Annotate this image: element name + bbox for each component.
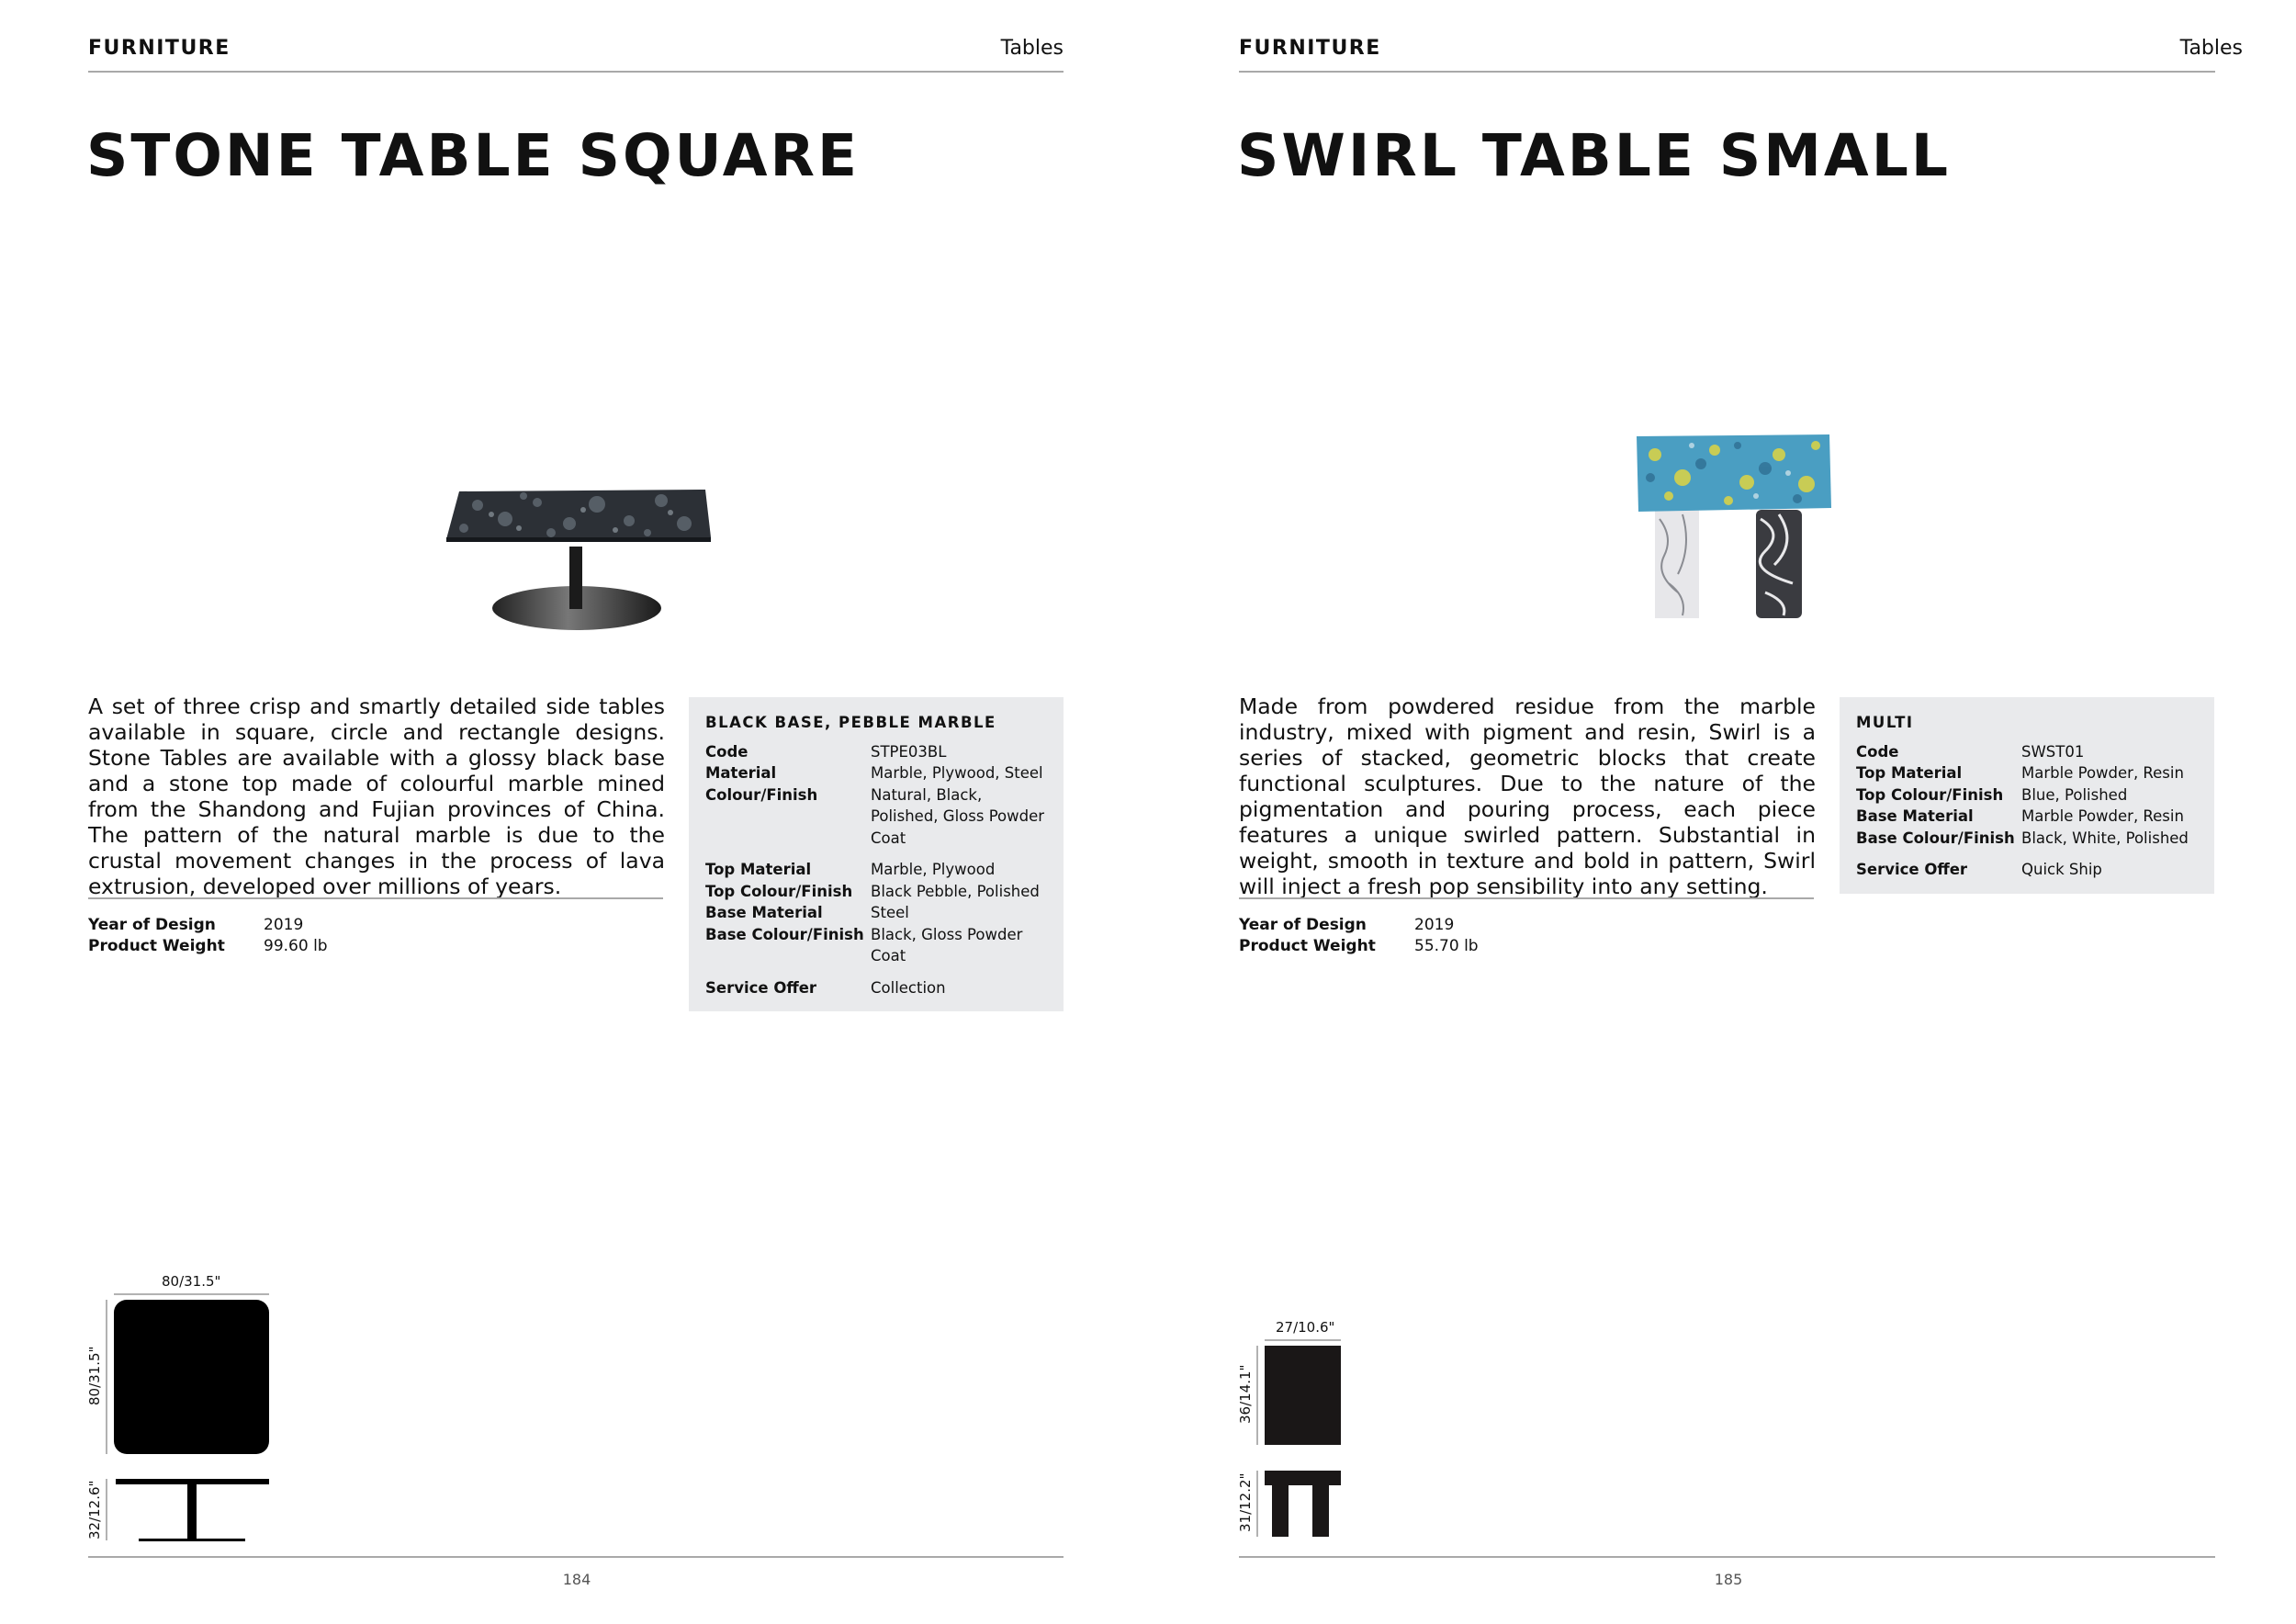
right-page bbox=[1148, 0, 2296, 1624]
dimension-top-depth: 36/14.1" bbox=[1237, 1364, 1254, 1424]
spec-row bbox=[1856, 859, 2198, 881]
spec-title: BLACK BASE, PEBBLE MARBLE bbox=[705, 714, 996, 731]
spec-row bbox=[705, 902, 1047, 924]
plan-view bbox=[1265, 1346, 1341, 1445]
spec-key: Base Material bbox=[705, 904, 823, 921]
spec-key: Code bbox=[705, 742, 748, 761]
spec-key: Service Offer bbox=[705, 978, 817, 997]
spec-value: Natural, Black, Polished, Gloss Powder Coat bbox=[871, 785, 1045, 847]
spec-key: Service Offer bbox=[1856, 861, 1968, 878]
spec-box bbox=[1840, 697, 2214, 894]
spec-value: Marble, Plywood, Steel bbox=[871, 764, 1043, 782]
spec-value: Steel bbox=[871, 904, 909, 921]
footer-rule bbox=[88, 1556, 1064, 1558]
spec-row bbox=[1856, 828, 2198, 850]
meta-key: Year of Design bbox=[88, 916, 216, 934]
spec-row bbox=[705, 881, 1047, 903]
product-meta bbox=[1239, 915, 1479, 957]
spec-key: Base Material bbox=[1856, 807, 1974, 825]
spec-key: Top Material bbox=[705, 861, 812, 878]
description-rule bbox=[1239, 897, 1814, 899]
spec-value: Marble, Plywood bbox=[871, 861, 996, 878]
spec-value: STPE03BL bbox=[871, 742, 947, 761]
elevation-top bbox=[1265, 1471, 1341, 1485]
spec-value: Blue, Polished bbox=[2021, 785, 2128, 804]
spec-row bbox=[1856, 741, 2198, 763]
dimension-top-width: 80/31.5" bbox=[162, 1273, 221, 1290]
meta-row bbox=[88, 936, 328, 957]
spec-key: Code bbox=[1856, 742, 1899, 761]
page-number: 184 bbox=[562, 1571, 591, 1588]
dimension-height: 32/12.6" bbox=[86, 1480, 103, 1539]
table-top bbox=[1637, 434, 1831, 512]
dimension-drawing bbox=[88, 1291, 281, 1548]
product-title: SWIRL TABLE SMALL bbox=[1237, 122, 1951, 189]
spec-row bbox=[705, 924, 1047, 967]
spec-row bbox=[705, 859, 1047, 881]
spec-value: Black, Gloss Powder Coat bbox=[871, 925, 1023, 964]
spec-row bbox=[705, 741, 1047, 763]
spec-row bbox=[705, 977, 1047, 999]
product-description: Made from powdered residue from the marble industry, mixed with pigment and resin, Swirl is a series of stacked, geometric blocks that create functional sculptures. Due to the nature of the pigmentation and pouring process, each piece features a unique swirled pattern. Substantial in weight, smooth in texture and bold in pattern, Swirl will inject a fresh pop sensibility into any setting. bbox=[1239, 694, 1816, 899]
section-label: Tables bbox=[1000, 37, 1064, 60]
meta-row bbox=[1239, 915, 1479, 936]
plan-view bbox=[114, 1300, 269, 1454]
spec-key: Top Colour/Finish bbox=[705, 882, 853, 900]
spec-value: Marble Powder, Resin bbox=[2021, 807, 2184, 825]
spec-key: Material bbox=[705, 764, 777, 782]
meta-key: Year of Design bbox=[1239, 916, 1367, 934]
spec-row bbox=[1856, 784, 2198, 806]
product-title: STONE TABLE SQUARE bbox=[86, 122, 861, 189]
spec-row bbox=[705, 784, 1047, 850]
meta-value: 55.70 lb bbox=[1414, 937, 1479, 955]
meta-value: 99.60 lb bbox=[264, 937, 328, 955]
category-label: FURNITURE bbox=[88, 37, 231, 60]
swirl-table-photo bbox=[1627, 427, 1839, 629]
spec-value: Black, White, Polished bbox=[2021, 829, 2189, 847]
spec-key: Base Colour/Finish bbox=[705, 925, 864, 943]
spec-title: MULTI bbox=[1856, 714, 1914, 731]
page-number: 185 bbox=[1714, 1571, 1743, 1588]
stone-table-photo bbox=[441, 482, 716, 638]
dimension-drawing bbox=[1239, 1336, 1349, 1548]
footer-rule bbox=[1239, 1556, 2215, 1558]
spec-value: Marble Powder, Resin bbox=[2021, 764, 2184, 782]
product-meta bbox=[88, 915, 328, 957]
meta-value: 2019 bbox=[264, 916, 304, 934]
spec-value: Collection bbox=[871, 978, 946, 997]
spec-key: Colour/Finish bbox=[705, 785, 818, 804]
header-rule bbox=[88, 71, 1064, 73]
spec-key: Top Colour/Finish bbox=[1856, 785, 2004, 804]
dimension-top-width: 27/10.6" bbox=[1276, 1319, 1335, 1336]
spec-key: Top Material bbox=[1856, 764, 1963, 782]
dimension-top-depth: 80/31.5" bbox=[86, 1346, 103, 1405]
product-description: A set of three crisp and smartly detailed side tables available in square, circle and rectangle designs. Stone Tables are available with a glossy black base and a stone top made of colourful marble mined from the Shandong and Fujian provinces of China. The pattern of the natural marble is due to the crustal movement changes in the process of lava extrusion, developed over millions of years. bbox=[88, 694, 665, 899]
spec-value: Black Pebble, Polished bbox=[871, 882, 1040, 900]
category-label: FURNITURE bbox=[1239, 37, 1381, 60]
meta-key: Product Weight bbox=[88, 937, 225, 955]
section-label: Tables bbox=[2179, 37, 2243, 60]
spec-row bbox=[1856, 806, 2198, 828]
spec-key: Base Colour/Finish bbox=[1856, 829, 2015, 847]
meta-key: Product Weight bbox=[1239, 937, 1376, 955]
spec-row bbox=[1856, 762, 2198, 784]
spec-box bbox=[689, 697, 1064, 1011]
meta-value: 2019 bbox=[1414, 916, 1455, 934]
elevation-top bbox=[116, 1479, 269, 1484]
spec-value: Quick Ship bbox=[2021, 861, 2102, 878]
table-stem bbox=[569, 547, 582, 609]
meta-row bbox=[88, 915, 328, 936]
spec-value: SWST01 bbox=[2021, 742, 2085, 761]
header-rule bbox=[1239, 71, 2215, 73]
spec-row bbox=[705, 762, 1047, 784]
dimension-height: 31/12.2" bbox=[1237, 1472, 1254, 1532]
description-rule bbox=[88, 897, 663, 899]
meta-row bbox=[1239, 936, 1479, 957]
